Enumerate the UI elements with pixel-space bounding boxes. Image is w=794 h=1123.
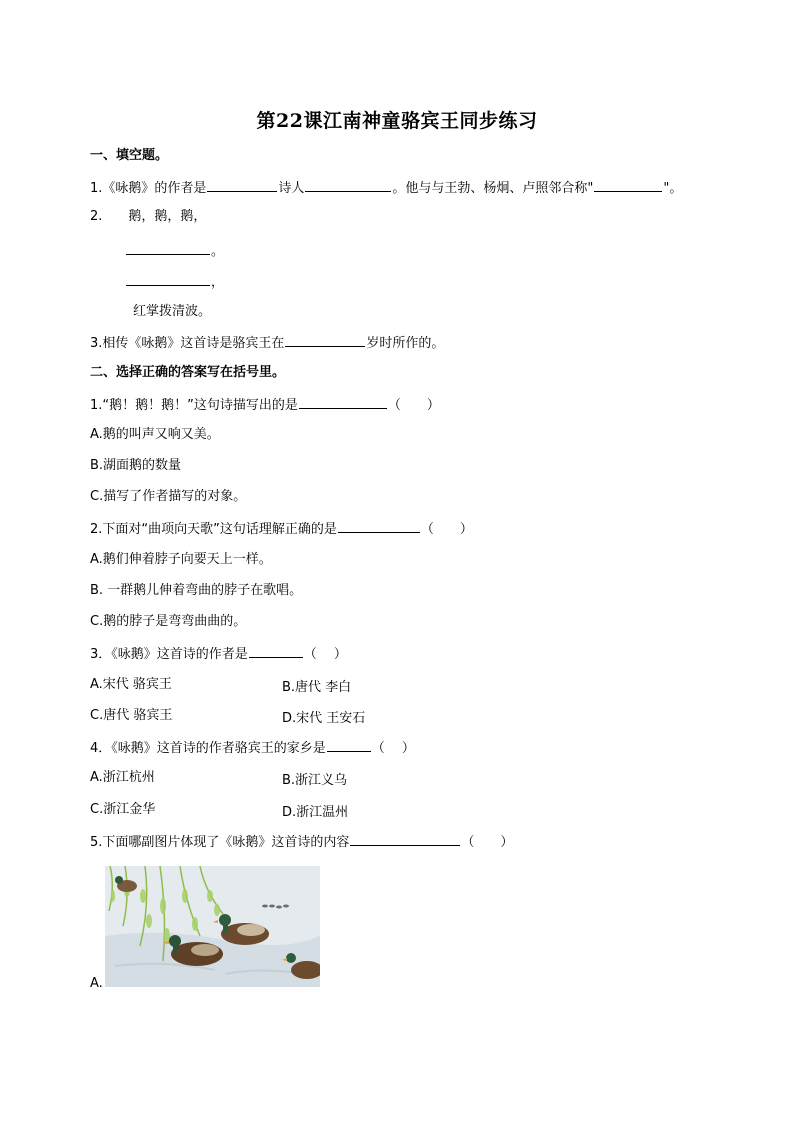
answer-paren[interactable]: （ ） (387, 398, 440, 413)
section-2-heading: 二、选择正确的答案写在括号里。 (90, 365, 286, 380)
q1-3-text-b: 岁时所作的。 (366, 336, 445, 351)
poem-line-2-punct: 。 (211, 244, 225, 259)
q2-3-option-c: C.唐代 骆宾王 (90, 708, 173, 723)
answer-paren[interactable]: （ ） (461, 835, 514, 850)
answer-blank[interactable] (285, 333, 365, 347)
answer-blank[interactable] (126, 241, 210, 255)
q2-4-option-d: D.浙江温州 (282, 805, 349, 820)
q2-1-option-b: B.湖面鹅的数量 (90, 458, 182, 473)
question-2-5 (90, 832, 513, 852)
page-title: 第22课江南神童骆宾王同步练习 (256, 110, 538, 132)
q2-5-stem: 5.下面哪副图片体现了《咏鹅》这首诗的内容 (90, 835, 350, 850)
answer-paren[interactable]: （ ） (303, 647, 347, 662)
q2-3-option-a: A.宋代 骆宾王 (90, 677, 172, 692)
poem-line-1: 鹅，鹅，鹅， (128, 209, 207, 224)
section-1-heading: 一、填空题。 (90, 148, 169, 163)
q1-1-text-c: 。他与与王勃、杨炯、卢照邻合称" (392, 181, 594, 196)
q2-2-stem: 2.下面对“曲项向天歌”这句话理解正确的是 (90, 522, 337, 537)
q2-3-option-b: B.唐代 李白 (282, 680, 352, 695)
q2-2-option-c: C.鹅的脖子是弯弯曲曲的。 (90, 614, 247, 629)
q2-2-option-b: B. 一群鹅儿伸着弯曲的脖子在歌唱。 (90, 583, 303, 598)
question-2-3 (90, 644, 347, 664)
question-1-3 (90, 333, 444, 353)
q1-1-text-a: 1.《咏鹅》的作者是 (90, 181, 207, 196)
q2-3-stem: 3．《咏鹅》这首诗的作者是 (90, 647, 248, 662)
q2-4-option-c: C.浙江金华 (90, 802, 156, 817)
q1-1-text-b: 诗人 (278, 181, 305, 196)
q2-4-option-a: A.浙江杭州 (90, 770, 155, 785)
answer-blank[interactable] (305, 178, 391, 192)
answer-blank[interactable] (338, 519, 420, 533)
q2-4-option-b: B.浙江义乌 (282, 773, 348, 788)
question-2-2 (90, 519, 473, 539)
answer-blank[interactable] (327, 738, 371, 752)
poem-line-2 (125, 241, 224, 261)
question-1-2 (90, 208, 206, 226)
q1-1-text-d: "。 (663, 181, 683, 196)
answer-blank[interactable] (249, 644, 303, 658)
q2-4-stem: 4．《咏鹅》这首诗的作者骆宾王的家乡是 (90, 741, 326, 756)
answer-paren[interactable]: （ ） (371, 741, 415, 756)
answer-blank[interactable] (350, 832, 460, 846)
answer-blank[interactable] (126, 272, 210, 286)
poem-line-3-punct: ， (211, 275, 225, 290)
question-2-1 (90, 395, 440, 415)
q2-2-option-a: A.鹅们伸着脖子向要天上一样。 (90, 552, 272, 567)
answer-paren[interactable]: （ ） (420, 522, 473, 537)
question-2-4 (90, 738, 415, 758)
q2-3-option-d: D.宋代 王安石 (282, 711, 366, 726)
q2-1-option-c: C.描写了作者描写的对象。 (90, 489, 247, 504)
poem-line-3 (125, 272, 224, 292)
answer-blank[interactable] (207, 178, 277, 192)
answer-blank[interactable] (594, 178, 662, 192)
q2-1-stem: 1.“鹅！鹅！鹅！”这句诗描写出的是 (90, 398, 298, 413)
q1-2-number: 2. (90, 209, 103, 224)
q1-3-text-a: 3.相传《咏鹅》这首诗是骆宾王在 (90, 336, 285, 351)
poem-line-4: 红掌拨清波。 (133, 304, 212, 319)
q2-1-option-a: A.鹅的叫声又响又美。 (90, 427, 220, 442)
question-1-1 (90, 178, 682, 198)
ducks-willow-painting[interactable] (105, 866, 320, 987)
answer-blank[interactable] (299, 395, 387, 409)
q2-5-option-a-label: A. (90, 976, 103, 991)
